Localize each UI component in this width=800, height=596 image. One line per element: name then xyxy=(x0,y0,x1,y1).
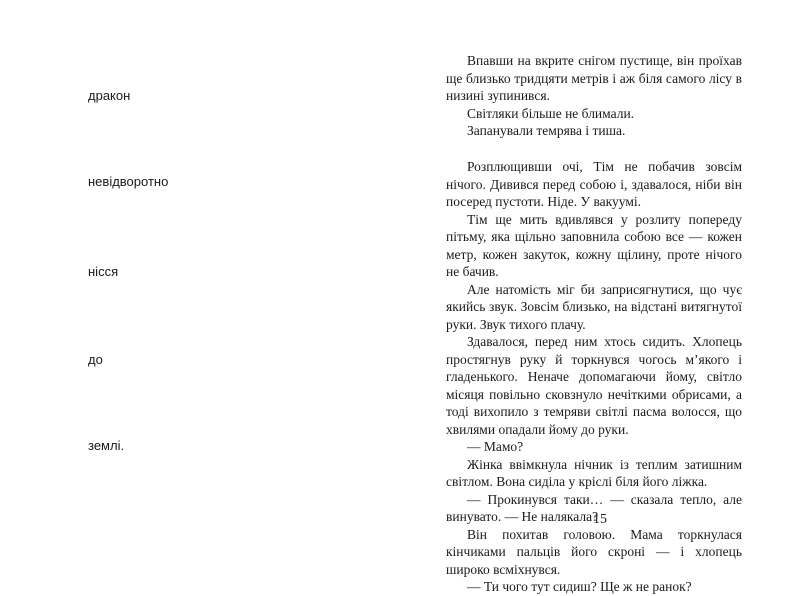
paragraph: Здавалося, перед ним хтось сидить. Хлопець простягнув руку й торкнувся чогось м’якого і гладенького. Неначе допомагаючи йому, світло місяця повільно сковзнуло нечіткими обрисами, а тоді вихопило з темряви світлі пасма волосся, що хвилями опадали йому до руки. xyxy=(446,334,742,437)
right-page xyxy=(400,0,800,594)
dialogue-line: — Ти чого тут сидиш? Ще ж не ранок? xyxy=(467,579,692,594)
paragraph: Впавши на вкрите снігом пустище, він проїхав ще близько тридцяти метрів і аж біля самого лісу в низині зупинився. xyxy=(446,53,742,103)
side-word: невідворотно xyxy=(88,174,169,189)
paragraph: Запанували темрява і тиша. xyxy=(467,123,626,138)
paragraph: Він похитав головою. Мама торкнулася кінчиками пальців його скроні — і хлопець широко всміхнувся. xyxy=(446,526,742,577)
paragraph: Але натомість міг би заприсягнутися, що чує якийсь звук. Зовсім близько, на відстані витягнутої руки. Звук тихого плачу. xyxy=(446,281,742,332)
page-number: 15 xyxy=(593,512,607,527)
side-word: до xyxy=(88,352,103,367)
side-word: землі. xyxy=(88,438,125,453)
text-section-1 xyxy=(446,52,742,140)
side-word: нісся xyxy=(88,264,119,279)
paragraph: Жінка ввімкнула нічник із теплим затишним світлом. Вона сиділа у кріслі біля його ліжка. xyxy=(446,456,742,489)
paragraph: Розплющивши очі, Тім не побачив зовсім нічого. Дивився перед собою і, здавалося, ніби він посеред пустоти. Ніде. У вакуумі. xyxy=(446,159,742,209)
paragraph: Світляки більше не блимали. xyxy=(467,105,635,121)
paragraph: Тім ще мить вдивлявся у розлиту попереду пітьму, яка щільно заповнила собою все — кожен метр, кожен закуток, кожну щілину, проте нічого не бачив. xyxy=(446,211,742,279)
side-word: дракон xyxy=(88,88,131,103)
text-section-2 xyxy=(446,158,742,596)
dialogue-line: — Прокинувся таки… — сказала тепло, але винувато. — Не налякала? xyxy=(446,491,742,524)
left-page xyxy=(0,0,400,552)
dialogue-line: — Мамо? xyxy=(467,439,524,454)
